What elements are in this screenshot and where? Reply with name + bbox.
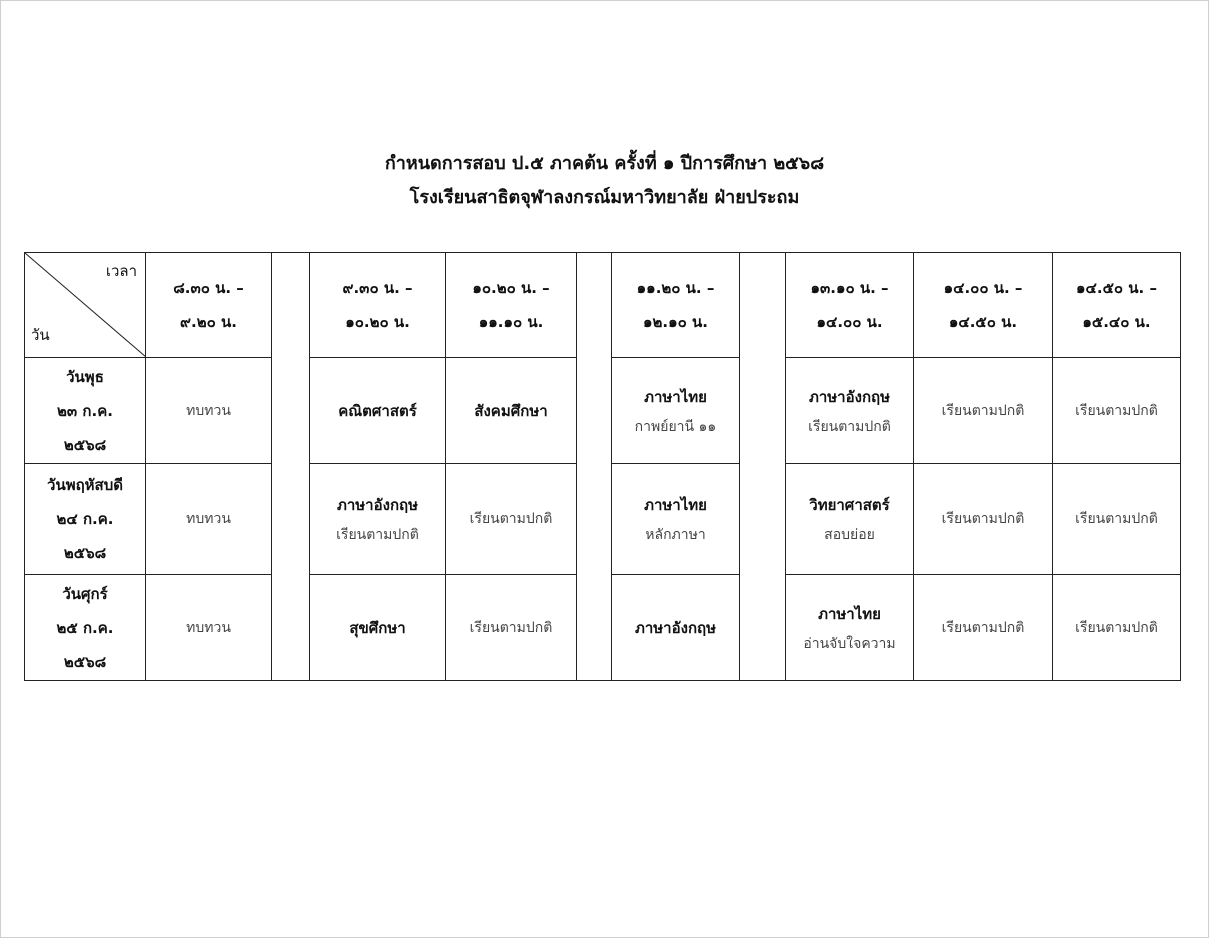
- schedule-cell: สุขศึกษา: [310, 575, 446, 681]
- period-header-6: [914, 253, 1053, 358]
- schedule-cell: เรียนตามปกติ: [446, 464, 577, 575]
- schedule-cell: เรียนตามปกติ: [914, 358, 1053, 464]
- break-column-2: [577, 253, 612, 681]
- day-date: ๒๔ ก.ค.: [56, 510, 114, 528]
- title-block: [0, 147, 1209, 215]
- subject-topic: เรียนตามปกติ: [808, 418, 891, 435]
- subject-name: ภาษาไทย: [644, 387, 707, 406]
- period-end: ๑๒.๑๐ น.: [643, 313, 708, 331]
- subject-name: ภาษาอังกฤษ: [808, 387, 890, 406]
- schedule-cell: เรียนตามปกติ: [1053, 575, 1181, 681]
- schedule-cell: ทบทวน: [146, 575, 272, 681]
- day-name: วันศุกร์: [62, 584, 108, 603]
- period-end: ๑๕.๔๐ น.: [1082, 313, 1151, 331]
- break-column-1: [272, 253, 310, 681]
- schedule-cell: ทบทวน: [146, 464, 272, 575]
- day-date: ๒๓ ก.ค.: [57, 401, 113, 420]
- day-cell: [25, 358, 146, 464]
- subject-topic: หลักภาษา: [645, 527, 706, 543]
- period-start: ๘.๓๐ น. –: [173, 279, 244, 297]
- schedule-cell: [612, 358, 740, 464]
- schedule-cell: เรียนตามปกติ: [914, 575, 1053, 681]
- corner-day-label: วัน: [31, 326, 50, 344]
- schedule-cell: สังคมศึกษา: [446, 358, 577, 464]
- schedule-cell: เรียนตามปกติ: [1053, 464, 1181, 575]
- subject-topic: เรียนตามปกติ: [336, 527, 419, 543]
- day-year: ๒๕๖๘: [63, 435, 107, 454]
- period-start: ๑๐.๒๐ น. –: [472, 279, 550, 297]
- schedule-cell: คณิตศาสตร์: [310, 358, 446, 464]
- day-date: ๒๕ ก.ค.: [56, 618, 114, 637]
- period-header-7: [1053, 253, 1181, 358]
- schedule-cell: [786, 575, 914, 681]
- period-end: ๑๑.๑๐ น.: [478, 313, 544, 331]
- period-end: ๑๔.๐๐ น.: [816, 313, 883, 331]
- period-header-2: [310, 253, 446, 358]
- period-header-3: [446, 253, 577, 358]
- period-header-4: [612, 253, 740, 358]
- period-start: ๑๓.๑๐ น. –: [810, 279, 889, 297]
- corner-cell: [25, 253, 146, 358]
- schedule-cell: ภาษาอังกฤษ: [612, 575, 740, 681]
- subject-name: ภาษาไทย: [818, 604, 881, 623]
- day-name: วันพุธ: [66, 367, 104, 386]
- period-end: ๑๔.๕๐ น.: [948, 313, 1018, 331]
- period-end: ๑๐.๒๐ น.: [345, 313, 410, 331]
- schedule-cell: ทบทวน: [146, 358, 272, 464]
- header-row: [25, 253, 1181, 358]
- schedule-cell: [310, 464, 446, 575]
- subject-topic: อ่านจับใจความ: [803, 635, 896, 652]
- lunch-column: [740, 253, 786, 681]
- subject-name: วิทยาศาสตร์: [809, 496, 890, 514]
- day-cell: [25, 575, 146, 681]
- subject-name: ภาษาไทย: [644, 496, 707, 514]
- period-start: ๙.๓๐ น. –: [342, 279, 413, 297]
- period-start: ๑๔.๐๐ น. –: [943, 279, 1023, 297]
- schedule-cell: เรียนตามปกติ: [446, 575, 577, 681]
- subject-name: ภาษาอังกฤษ: [336, 496, 418, 514]
- period-header-1: [146, 253, 272, 358]
- period-start: ๑๔.๕๐ น. –: [1076, 279, 1157, 297]
- schedule-cell: เรียนตามปกติ: [914, 464, 1053, 575]
- day-year: ๒๕๖๘: [63, 544, 107, 562]
- day-year: ๒๕๖๘: [63, 652, 107, 671]
- period-start: ๑๑.๒๐ น. –: [636, 279, 715, 297]
- corner-time-label: เวลา: [105, 262, 137, 280]
- schedule-cell: [612, 464, 740, 575]
- exam-schedule-table: [24, 252, 1181, 681]
- day-cell: [25, 464, 146, 575]
- subject-topic: สอบย่อย: [824, 527, 875, 543]
- title-line-1: กำหนดการสอบ ป.๕ ภาคต้น ครั้งที่ ๑ ปีการศึกษา ๒๕๖๘: [384, 153, 825, 174]
- subject-topic: กาพย์ยานี ๑๑: [634, 418, 717, 435]
- period-header-5: [786, 253, 914, 358]
- schedule-cell: [786, 464, 914, 575]
- schedule-cell: [786, 358, 914, 464]
- schedule-cell: เรียนตามปกติ: [1053, 358, 1181, 464]
- title-line-2: โรงเรียนสาธิตจุฬาลงกรณ์มหาวิทยาลัย ฝ่ายประถม: [409, 187, 800, 208]
- period-end: ๙.๒๐ น.: [180, 313, 237, 331]
- day-name: วันพฤหัสบดี: [47, 476, 123, 494]
